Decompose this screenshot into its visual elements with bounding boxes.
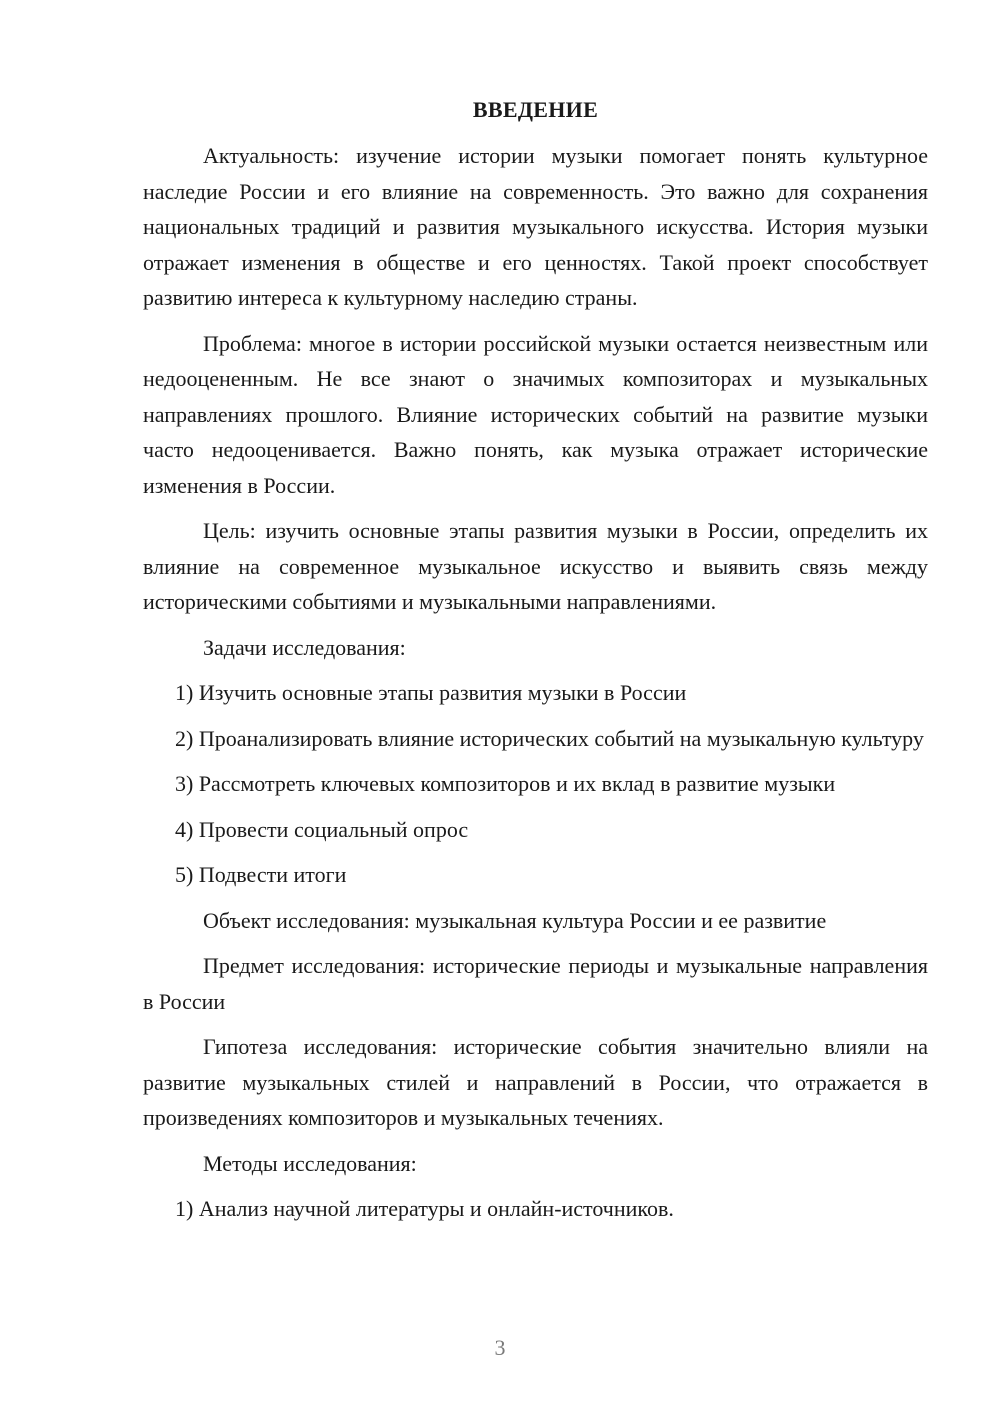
document-body (143, 94, 928, 1237)
paragraph-problem: Проблема: многое в истории российской музыки остается неизвестным или недооцененным. Не все знают о значимых композиторах и музыкальных направлениях прошлого. Влияние исторических событий на развитие музыки часто недооценивается. Важно понять, как музыка отражает исторические изменения в России. (143, 330, 928, 498)
list-item: 1) Изучить основные этапы развития музыки в России (175, 680, 687, 705)
methods-heading: Методы исследования: (203, 1150, 417, 1176)
list-item: 5) Подвести итоги (175, 862, 347, 887)
list-item: 4) Провести социальный опрос (175, 816, 469, 842)
page-number: 3 (494, 1335, 506, 1360)
section-title: ВВЕДЕНИЕ (472, 97, 599, 122)
list-item: 2) Проанализировать влияние исторических событий на музыкальную культуру (175, 725, 924, 751)
methods-list (143, 1191, 928, 1227)
tasks-list (143, 675, 928, 893)
list-item: 3) Рассмотреть ключевых композиторов и их вклад в развитие музыки (175, 771, 836, 796)
list-item: 1) Анализ научной литературы и онлайн-источников. (175, 1196, 674, 1221)
tasks-heading: Задачи исследования: (203, 634, 406, 660)
paragraph-object: Объект исследования: музыкальная культура России и ее развитие (203, 907, 827, 933)
paragraph-goal: Цель: изучить основные этапы развития музыки в России, определить их влияние на современное музыкальное искусство и выявить связь между историческими событиями и музыкальными направлениями. (143, 518, 928, 614)
paragraph-relevance: Актуальность: изучение истории музыки помогает понять культурное наследие России и его влияние на современность. Это важно для сохранения национальных традиций и развития музыкального искусства. История музыки отражает изменения в обществе и его ценностях. Такой проект способствует развитию интереса к культурному наследию страны. (143, 143, 928, 310)
paragraph-subject: Предмет исследования: исторические периоды и музыкальные направления в России (143, 953, 928, 1014)
paragraph-hypothesis: Гипотеза исследования: исторические события значительно влияли на развитие музыкальных стилей и направлений в России, что отражается в произведениях композиторов и музыкальных течениях. (143, 1034, 928, 1130)
